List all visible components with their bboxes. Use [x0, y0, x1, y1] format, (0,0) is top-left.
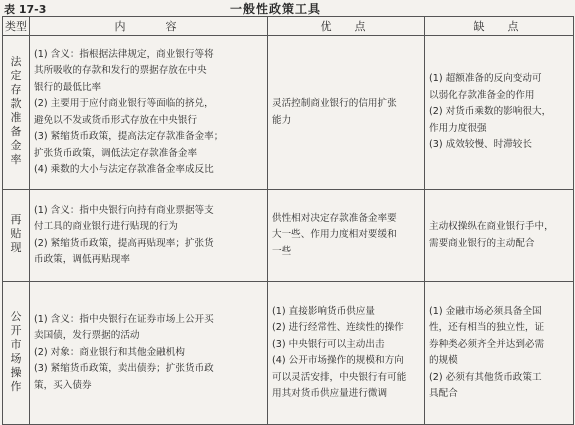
table-row [3, 36, 574, 190]
cons-line: (2) 必须有其他货币政策工 [429, 371, 542, 383]
cons-line: 以弱化存款准备金的作用 [429, 89, 535, 101]
table-row [3, 282, 574, 425]
header-cons: 缺 点 [425, 17, 574, 36]
row-type-label: 公开市场操作 [10, 309, 22, 393]
cons-line: (1) 金融市场必须具备全国 [429, 305, 542, 317]
content-line: 避免以不发或货币形式存放在中央银行 [34, 114, 198, 126]
cons-line: 具配合 [429, 388, 458, 399]
cons-line: (1) 超额准备的反向变动可 [429, 73, 542, 85]
content-cell [30, 190, 268, 282]
content-line: (3) 紧缩货币政策，卖出债券；扩张货币政 [34, 363, 214, 375]
content-line: (3) 紧缩货币政策，提高法定存款准备金率； [34, 131, 224, 142]
cons-line: 的规模 [429, 355, 458, 366]
cons-line: 作用力度很强 [429, 122, 487, 134]
pros-cell [268, 36, 425, 190]
content-line: (1) 含义：指根据法律规定，商业银行等将 [34, 48, 214, 60]
content-line: 扩张货币政策，调低法定存款准备金率 [34, 147, 198, 159]
row-type-label: 法定存款准备金率 [10, 55, 22, 167]
pros-line: 灵活控制商业银行的信用扩张 [272, 98, 397, 109]
cons-cell [425, 282, 574, 425]
table-title: 一般性政策工具 [230, 2, 322, 16]
header-row [3, 17, 574, 36]
row-type-cell [3, 282, 30, 425]
content-line: (2) 主要用于应付商业银行等面临的挤兑， [34, 98, 214, 109]
content-line: (4) 乘数的大小与法定存款准备金率成反比 [34, 164, 214, 175]
content-line: 策，买入债券 [34, 379, 92, 391]
pros-cell [268, 190, 425, 282]
cons-line: (2) 对货币乘数的影响很大， [429, 106, 552, 118]
pros-line: (4) 公开市场操作的规模和方向 [272, 355, 404, 366]
row-type-cell [3, 190, 30, 282]
header-type: 类型 [3, 17, 30, 36]
pros-line: 能力 [272, 114, 292, 126]
content-cell [30, 282, 268, 425]
pros-line: (2) 进行经常性、连续性的操作 [272, 322, 404, 333]
table-number: 表 17-3 [4, 3, 47, 16]
pros-line: (3) 中央银行可以主动出击 [272, 338, 385, 350]
pros-line: (1) 直接影响货币供应量 [272, 305, 375, 317]
content-line: 银行的最低比率 [34, 81, 102, 93]
cons-line: 性，还有相当的独立性，证 [429, 322, 545, 333]
content-line: 其所吸收的存款和发行的票据存放在中央 [34, 65, 207, 76]
content-line: (1) 含义：指中央银行向持有商业票据等支 [34, 204, 214, 216]
content-line: 卖国债，发行票据的活动 [34, 330, 140, 342]
table-caption [0, 0, 575, 16]
cons-line: 券种类必须齐全并达到必需 [429, 338, 545, 350]
content-line: 币政策，调低再贴现率 [34, 254, 130, 265]
cons-cell [425, 190, 574, 282]
content-line: (2) 紧缩货币政策，提高再贴现率；扩张货 [34, 237, 214, 249]
cons-line: (3) 成效较慢、时滞较长 [429, 139, 532, 151]
policy-tools-table [2, 16, 574, 425]
pros-line: 可以灵活安排，中央银行有可能 [272, 371, 407, 383]
cons-line: 主动权操纵在商业银行手中， [429, 221, 554, 232]
content-line: (2) 对象：商业银行和其他金融机构 [34, 346, 185, 358]
content-line: (1) 含义：指中央银行在证券市场上公开买 [34, 313, 214, 325]
pros-line: 一些 [272, 245, 292, 257]
pros-line: 供性相对决定存款准备金率要 [272, 212, 397, 224]
cons-cell [425, 36, 574, 190]
pros-cell [268, 282, 425, 425]
table-row [3, 190, 574, 282]
content-line: 付工具的商业银行进行贴现的行为 [34, 221, 178, 232]
pros-line: 大一些、作用力度相对要缓和 [272, 229, 397, 241]
row-type-cell [3, 36, 30, 190]
header-content: 内 容 [30, 17, 268, 36]
content-cell [30, 36, 268, 190]
pros-line: 用其对货币供应量进行微调 [272, 388, 388, 399]
row-type-label: 再贴现 [10, 213, 22, 255]
header-pros: 优 点 [268, 17, 425, 36]
cons-line: 需要商业银行的主动配合 [429, 237, 535, 249]
